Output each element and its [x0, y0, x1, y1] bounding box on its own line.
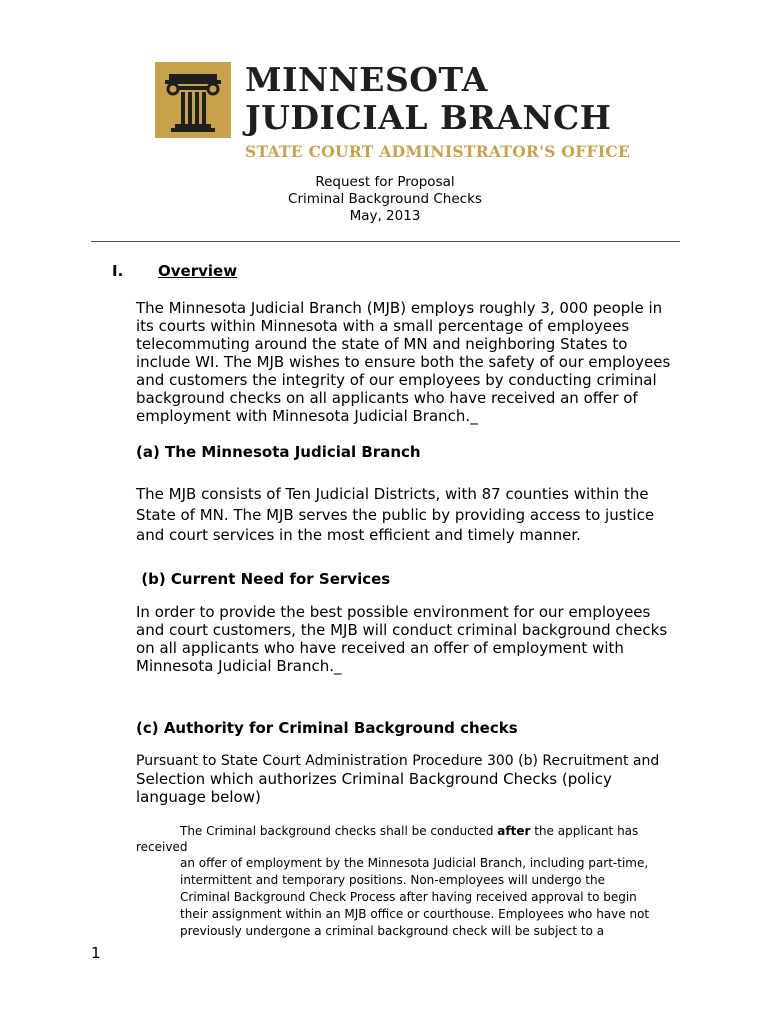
subsection-c-paragraph — [136, 752, 696, 806]
paragraph-line: The MJB consists of Ten Judicial Districts, with 87 counties within the — [136, 485, 649, 503]
paragraph-line: The Minnesota Judicial Branch (MJB) employs roughly 3, 000 people in — [136, 299, 663, 317]
subsection-b-paragraph — [136, 603, 696, 675]
logo-subtitle: STATE COURT ADMINISTRATOR'S OFFICE — [245, 142, 631, 158]
quote-emphasis: after — [497, 824, 531, 838]
paragraph-line: telecommuting around the state of MN and neighboring States to — [136, 335, 628, 353]
paragraph-line: background checks on all applicants who have received an offer of — [136, 389, 638, 407]
overview-paragraph — [136, 299, 696, 425]
subsection-c-heading: (c) Authority for Criminal Background checks — [136, 719, 518, 737]
paragraph-line: its courts within Minnesota with a small percentage of employees — [136, 317, 630, 335]
logo-line-judicial-branch: JUDICIAL BRANCH — [245, 98, 612, 137]
paragraph-line: and customers the integrity of our employees by conducting criminal — [136, 371, 657, 389]
quote-line: an offer of employment by the Minnesota Judicial Branch, including part-time, — [180, 856, 649, 870]
paragraph-line: on all applicants who have received an offer of employment with — [136, 639, 624, 657]
quote-line: previously undergone a criminal background check will be subject to a — [180, 924, 605, 938]
paragraph-line: Pursuant to State Court Administration Procedure 300 (b) Recruitment and — [136, 753, 660, 769]
policy-quote-wrap: received — [136, 840, 188, 854]
page-number: 1 — [91, 944, 101, 962]
subsection-a-paragraph — [136, 484, 696, 546]
paragraph-line: employment with Minnesota Judicial Branch._ — [136, 407, 478, 425]
header-line-1: Request for Proposal — [315, 174, 455, 190]
paragraph-line: include WI. The MJB wishes to ensure both the safety of our employees — [136, 353, 671, 371]
quote-line: intermittent and temporary positions. Non-employees will undergo the — [180, 873, 605, 887]
paragraph-line: and court services in the most efficient and timely manner. — [136, 526, 581, 544]
subsection-b-heading: (b) Current Need for Services — [136, 570, 391, 588]
quote-text: the applicant has — [530, 824, 639, 838]
policy-quote-first-line — [180, 824, 638, 839]
section-title: Overview — [158, 262, 238, 280]
mjb-logo — [155, 60, 631, 162]
paragraph-line: language below) — [136, 788, 261, 806]
quote-line: Criminal Background Check Process after having received approval to begin — [180, 890, 637, 904]
paragraph-line: and court customers, the MJB will conduct criminal background checks — [136, 621, 668, 639]
logo-line-minnesota: MINNESOTA — [245, 60, 488, 99]
horizontal-rule — [91, 241, 680, 242]
section-number: I. — [112, 262, 124, 280]
paragraph-line: Minnesota Judicial Branch._ — [136, 657, 342, 675]
quote-line: their assignment within an MJB office or courthouse. Employees who have not — [180, 907, 650, 921]
paragraph-line: In order to provide the best possible environment for our employees — [136, 603, 651, 621]
header-line-2: Criminal Background Checks — [288, 191, 482, 207]
paragraph-line: Selection which authorizes Criminal Background Checks (policy — [136, 770, 612, 788]
paragraph-line: State of MN. The MJB serves the public by providing access to justice — [136, 505, 655, 524]
quote-text: The Criminal background checks shall be conducted — [180, 824, 498, 838]
subsection-a-heading: (a) The Minnesota Judicial Branch — [136, 443, 421, 461]
header-line-3: May, 2013 — [349, 208, 421, 224]
policy-quote-body — [180, 855, 690, 940]
courthouse-column-icon — [155, 62, 231, 138]
